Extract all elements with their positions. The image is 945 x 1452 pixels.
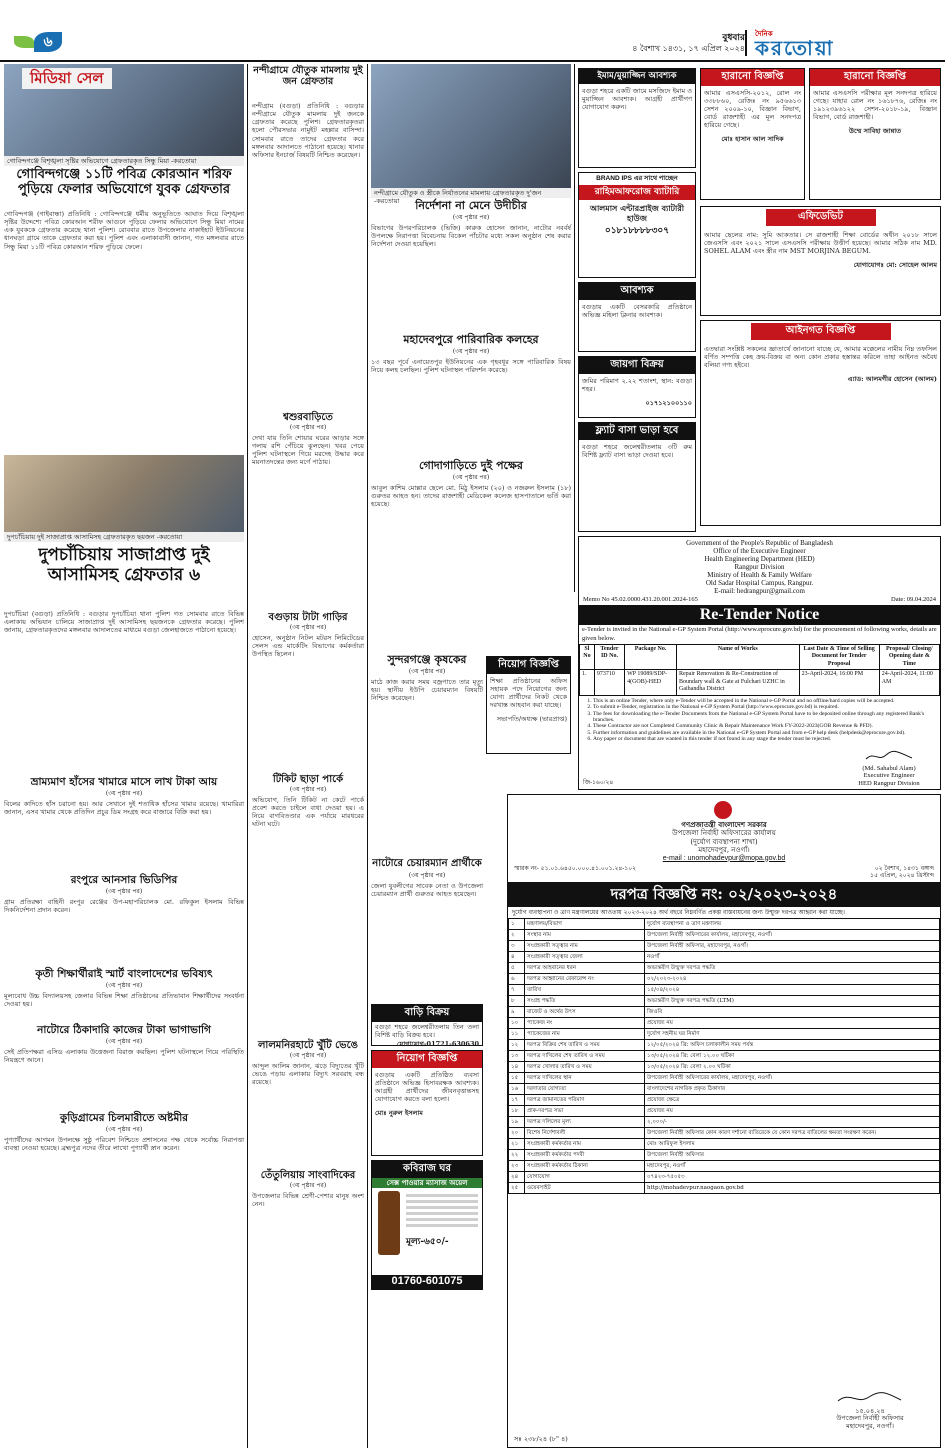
continued-label: (৩য় পৃষ্ঠার পর): [289, 624, 327, 631]
table-cell: 1.: [580, 670, 595, 696]
ad-tagline: BRAND IPS এর সাথে পাচ্ছেন: [596, 175, 678, 182]
ad-title: আইনগত বিজ্ঞপ্তি: [751, 323, 891, 340]
paper-tag: দৈনিক: [755, 29, 773, 38]
headline: রংপুরে আনসার ভিডিপির: [70, 874, 178, 886]
table-cell: ৫: [509, 963, 525, 974]
ad-price: মূল্য-৬৫০/-: [406, 1237, 449, 1247]
article-body: পুণ্যার্থীদের আগমন উপলক্ষে সুষ্ঠু পরিবেশ নিশ্চিতে প্রশাসনের পক্ষ থেকে সর্বোচ্চ নিরাপত্তা ব্যবস্থা নেওয়া হয়েছে। ব্রহ্মপুত্র নদের তীরে লাখো পুণ্যার্থী স্নান করেন।: [4, 1136, 244, 1153]
day-label: বুধবার: [722, 33, 745, 43]
job-ad: [371, 1050, 483, 1156]
continued-label: (৩য় পৃষ্ঠার পর): [289, 786, 327, 793]
imam-wanted-ad: [578, 68, 696, 168]
table-cell: উপজেলা নির্বাহী অফিসারের কার্যালয়, মহাদেবপুর, নওগাঁ।: [645, 930, 940, 941]
table-cell: সংগ্রহকারী কর্মকর্তার ঠিকানা: [525, 1161, 645, 1172]
article-body: দেখা যায় তিনি শোয়ার ঘরের আড়ার সঙ্গে গলায় রশি পেঁচিয়ে ঝুলছেন। খবর পেয়ে পুলিশ ঘটনাস্থলে গিয়ে মরদেহ উদ্ধার করে ময়নাতদন্তের জন্য মর্গে পাঠায়।: [252, 434, 364, 467]
gov-email: E-mail: hedrangpur@gmail.com: [714, 587, 805, 596]
signature-block: [810, 1391, 930, 1431]
note-item: 6. Any paper or document that are wanted in this tender if not found in any stage the tender must be rejected.: [593, 736, 936, 742]
headline: ভ্রাম্যমাণ হাঁসের খামারে মাসে লাখ টাকা আয়: [30, 776, 218, 788]
continued-label: (৩য় পৃষ্ঠার পর): [289, 1182, 327, 1189]
article-body: ১৩ বছর পূর্বে এনায়েতপুর ইউনিয়নের এক গৃহবধূর সঙ্গে পারিবারিক বিষয় নিয়ে কলহ চলছিল। পুলিশ ঘটনাস্থল পরিদর্শন করেছে।: [371, 358, 571, 375]
gov-line: Office of the Executive Engineer: [713, 547, 806, 556]
table-cell: দরদাতার যোগ্যতা: [525, 1084, 645, 1095]
government-header: [579, 537, 940, 595]
memo-line: [508, 863, 940, 882]
ad-shop: আলমাস এন্টারপ্রাইজ ব্যাটারী হাউজ: [589, 203, 685, 224]
article-body: বিলের কাদিতে হাঁস চরানো হয়। আর সেখানে দুই শতাধিক হাঁসের খামার রয়েছে। খামারিরা জানান, এসব খামার থেকে প্রতিদিন প্রচুর ডিম সংগ্রহ করে বাজারে বিক্রি করা হয়।: [4, 800, 244, 817]
signature-date: ১৫.০৪.২৪: [855, 1406, 885, 1415]
table-cell: উপজেলা নির্বাহী অফিসার: [645, 1150, 940, 1161]
memo-number: Memo No 45.02.0000.431.20.001.2024-165: [583, 596, 698, 604]
table-row: [509, 1128, 940, 1139]
gov-line: Government of the People's Republic of Bangladesh: [686, 539, 833, 547]
table-cell: সংগ্রহকারী সত্ত্বার জেলা: [525, 952, 645, 963]
article-body: সেই প্রতিপক্ষরা এসিড এলাকায় উত্তেজনা বিরাজ করছিল। পুলিশ ঘটনাস্থলে গিয়ে পরিস্থিতি নিয়ন্ত্রণে আনে।: [4, 1048, 244, 1065]
gov-line: Rangpur Division: [734, 563, 785, 572]
lost-notice-ad: [809, 68, 941, 200]
ad-body: আমার ছেলের নাম: সুমি আকতার। সে রাজশাহী শিক্ষা বোর্ডের অধীন ২০১৮ সালে জেএসসি এবং ২০২১ সালে এসএসসি পরীক্ষায় উত্তীর্ণ হয়েছে। আমার সঠিক নাম MD. SOHEL ALAM এবং স্ত্রীর নাম MST MORJINA BEGUM.: [704, 230, 937, 255]
article-body: জেলা যুবলীগের সাবেক নেতা ও উপজেলা চেয়ারম্যান প্রার্থী গুরুতর আহত হয়েছেন।: [371, 882, 483, 899]
media-cell-banner: মিডিয়া সেল: [22, 68, 112, 89]
ad-contact: মোঃ নুরুল ইসলাম: [375, 1109, 423, 1117]
table-cell: দুর্যোগ ব্যবস্থাপনা ও ত্রাণ মন্ত্রণালয়: [645, 919, 940, 930]
table-cell: দরপত্র দাখিলের স্থান: [525, 1073, 645, 1084]
table-cell: ২৪: [509, 1172, 525, 1183]
re-tender-notice: [578, 536, 941, 790]
article-body: অভিযোগ, তিনি টিকিট না কেটে পার্কে প্রবেশ করতে চাইলে বাধা দেওয়া হয়। এ নিয়ে বাগবিতণ্ডার এক পর্যায়ে মারধরের ঘটনা ঘটে।: [252, 796, 364, 829]
headline: নির্দেশনা না মেনে উদীচীর: [415, 199, 527, 212]
continued-label: (৩য় পৃষ্ঠার পর): [452, 214, 490, 221]
table-header-row: [580, 644, 940, 670]
gov-line: গণপ্রজাতন্ত্রী বাংলাদেশ সরকার: [681, 820, 767, 829]
table-cell: ৯: [509, 1007, 525, 1018]
table-cell: নওগাঁ: [645, 952, 940, 963]
table-cell: বাংলাদেশের নাগরিক প্রকৃত ঠিকাদার: [645, 1084, 940, 1095]
ad-signature: সভাপতি/অধ্যক্ষ (ভারপ্রাপ্ত): [496, 715, 567, 723]
table-cell: প্রযোজ্য নয়: [645, 1106, 940, 1117]
memo-date: ১৫ এপ্রিল, ২০২৪ খ্রিস্টাব্দ: [870, 872, 934, 880]
table-cell: বিশেষ নির্দেশাবলী: [525, 1128, 645, 1139]
table-row: [509, 941, 940, 952]
note-item: 3. The fees for downloading the e-Tender Documents from the National e-GP System Portal have to be deposited online through any registered Bank's branches.: [593, 711, 936, 724]
dateline: [545, 33, 745, 54]
table-cell: ২৫: [509, 1183, 525, 1194]
table-cell: দরপত্র জামানতের পরিমাণ: [525, 1095, 645, 1106]
continued-label: (৩য় পৃষ্ঠার পর): [105, 888, 143, 895]
arrest-photo: [4, 455, 244, 532]
table-cell: ২৩: [509, 1161, 525, 1172]
paper-name: করতোয়া: [755, 35, 835, 60]
photo-caption: গোবিন্দগঞ্জে বিশৃঙ্খলা সৃষ্টির অভিযোগে গ্রেফতারকৃত সিন্ধু মিয়া -করতোয়া: [4, 156, 244, 166]
column-divider: [367, 64, 368, 1448]
ad-signature: এ্যাড: আলমগীর হোসেন (আলম): [847, 374, 937, 383]
signer-title: উপজেলা নির্বাহী অফিসার: [836, 1414, 904, 1423]
ad-title: এফিডেভিট: [766, 209, 876, 226]
continued-label: (৩য় পৃষ্ঠার পর): [408, 872, 446, 879]
table-row: [509, 1150, 940, 1161]
gov-line: Ministry of Health & Family Welfare: [707, 571, 812, 580]
table-row: [509, 952, 940, 963]
signature-scribble-icon: [864, 750, 914, 762]
table-cell: ২: [509, 930, 525, 941]
government-seal-icon: [714, 801, 732, 819]
table-cell: ২০: [509, 1128, 525, 1139]
notes-list: [579, 696, 940, 743]
table-row: [509, 1018, 940, 1029]
signature-block: [844, 750, 934, 787]
table-cell: ১৮: [509, 1106, 525, 1117]
table-row: [580, 670, 940, 696]
table-cell: ১: [509, 919, 525, 930]
gov-line: উপজেলা নির্বাহী অফিসারের কার্যালয়: [672, 829, 776, 838]
table-row: [509, 974, 940, 985]
ad-reference: জি-১৬০/২৪: [583, 779, 614, 786]
table-cell: ২২: [509, 1150, 525, 1161]
column-divider: [574, 64, 575, 592]
table-cell: ২১: [509, 1139, 525, 1150]
headline: বগুড়ায় টাটা গাড়ির: [268, 612, 348, 623]
note-item: 1. This is an online Tender, where only e-Tender will be accepted in the National e-GP Portal and no offline/hard copies will be accepted.: [593, 698, 936, 704]
headline: সুন্দরগঞ্জে কৃষকের: [387, 653, 467, 666]
table-cell: ৭: [509, 985, 525, 996]
table-cell: মোঃ আরিফুল ইসলাম: [645, 1139, 940, 1150]
ad-body: বগুড়া শহরে জলেশ্বরীতলায় তিন তলা বিশিষ্ট বাড়ি বিক্রয় হবে।: [375, 1022, 479, 1039]
table-row: [509, 1073, 940, 1084]
table-cell: দরপত্র আহবানের ধরন: [525, 963, 645, 974]
gov-line: মহাদেবপুর, নওগাঁ।: [698, 846, 750, 855]
ad-body: আমার এসএসসি-২০১২, রোল নং ৩৩৮৮৬০, রেজিঃ নং ৯৫৬৬১৩ সেশন ২০০৯-১০, বিজ্ঞান বিভাগ, বোর্ড রাজশাহী এর মূল সনদপত্র হারিয়ে গেছে।: [704, 88, 801, 129]
oil-bottle-icon: [378, 1191, 400, 1255]
tender-table: [579, 644, 940, 696]
table-row: [509, 1106, 940, 1117]
table-cell: বাজেট ও অর্থের উৎস: [525, 1007, 645, 1018]
ad-body: বগুড়া শহরে জলেশ্বরীতলায় ৩টি রুম বিশিষ্ট ফ্ল্যাট বাসা ভাড়া দেওয়া হবে।: [582, 442, 692, 459]
table-cell: সংগ্রহকারী কর্মকর্তার পদবী: [525, 1150, 645, 1161]
continued-label: (৩য় পৃষ্ঠার পর): [105, 1038, 143, 1045]
article-body: [371, 1294, 483, 1446]
table-cell: Repair Renovation & Re-Construction of Boundary wall & Gate at Fulchari UZHC in Gaibandha District: [677, 670, 800, 696]
note-item: 5. Further information and guidelines are available in the National e-GP System Portal and from e-GP help desk (helpdesk@eprocure.gov.bd).: [593, 730, 936, 736]
ad-phone: ০১৭১২১০০১১০: [645, 398, 692, 407]
land-sale-ad: [578, 356, 696, 418]
ad-title: কবিরাজ ঘর: [372, 1161, 482, 1178]
headline: কুড়িগ্রামের চিলমারীতে অষ্টমীর: [59, 1112, 189, 1124]
table-cell: দরপত্র দাখিলের শেষ তারিখ ও সময়: [525, 1051, 645, 1062]
headline: নাটোরে ঠিকাদারি কাজের টাকা ভাগাভাগি: [37, 1024, 211, 1036]
table-cell: প্যাকেজ নং: [525, 1018, 645, 1029]
table-cell: ১৬: [509, 1084, 525, 1095]
table-cell: 23-April-2024, 16:00 PM: [799, 670, 879, 696]
table-cell: প্রাক-দরপত্র সভা: [525, 1106, 645, 1117]
table-row: [509, 985, 940, 996]
signer-title: Executive Engineer: [863, 772, 915, 780]
tender-notice: [507, 794, 941, 1448]
article-body: গোবিন্দগঞ্জ (গাইবান্ধা) প্রতিনিধি : গোবিন্দগঞ্জে ধর্মীয় অনুভূতিতে আঘাত দিয়ে বিশৃঙ্খলা সৃষ্টির উদ্দেশ্যে পবিত্র কোরআন শরীফ আগুনে পুড়িয়ে ফেলার অভিযোগে সিন্ধু মিয়া নামের এক যুবককে গ্রেফতার করেছে থানা পুলিশ। রোববার রাতে উপজেলার নাকাইহাট ইউনিয়নের ধানঘড়া গ্রামে তাকে গ্রেফতার করা হয়। পুলিশ এবং এলাকাবাসী জানান, গত মঙ্গলবার রাতে সিন্ধু মিয়া ১১টি পবিত্র কোরআন শরিফ পুড়িয়ে ফেলে।: [4, 210, 244, 251]
table-cell: মহাদেবপুর, নওগাঁ: [645, 1161, 940, 1172]
notice-intro: e-Tender is invited in the National e-GP System Portal (http://www.eprocure.gov.bd) for the procurement of following works, details are given below.: [582, 626, 937, 642]
ad-title: জায়গা বিক্রয়: [579, 357, 695, 374]
table-cell: ১৫: [509, 1073, 525, 1084]
note-item: 2. To submit e-Tender, registration in the National e-GP System Portal (http://www.eprocure.gov.bd) is required.: [593, 704, 936, 710]
table-cell: উপজেলা নির্বাহী অফিসারের কার্যালয়, মহাদেবপুর, নওগাঁ।: [645, 1073, 940, 1084]
signer-title: মহাদেবপুর, নওগাঁ।: [846, 1422, 894, 1431]
ad-title: আবশ্যক: [579, 283, 695, 300]
ad-title: নিয়োগ বিজ্ঞপ্তি: [372, 1051, 482, 1068]
paper-logo: [745, 29, 935, 60]
table-row: [509, 963, 940, 974]
continued-label: (৩য় পৃষ্ঠার পর): [408, 668, 446, 675]
continued-label: (৩য় পৃষ্ঠার পর): [452, 474, 490, 481]
note-item: 4. These Contractor are not Completed Community Clinic & Repair Maintenance Work FY-2022-2023(GOB Revenue & PFD).: [593, 723, 936, 729]
ad-title: হারানো বিজ্ঞপ্তি: [701, 69, 804, 86]
article-body: আবুল কাশিম মোল্লার ছেলে মো. মিঠু ইসলাম (২০) ও নজরুল ইসলাম (১৮) গুরুতর আহত হন। তাদের রাজশাহী মেডিকেল কলেজ হাসপাতালে ভর্তি করা হয়েছে।: [371, 484, 571, 509]
signature-scribble-icon: [835, 1391, 905, 1405]
table-row: [509, 1084, 940, 1095]
table-cell: তারিখ: [525, 985, 645, 996]
notice-intro: দুর্যোগ ব্যবস্থাপনা ও ত্রাণ মন্ত্রণালয়ের আওতায় ২০২৩-২০২৪ অর্থ বছরে নিম্নবর্ণিত প্রকল্প বাস্তবায়নের জন্য উন্মুক্ত দরপত্র আহ্বান করা যাচ্ছে।: [512, 908, 845, 916]
table-row: [509, 930, 940, 941]
kobiraj-ad: [371, 1160, 483, 1290]
table-cell: ০২/২০২৩-২০২৪: [645, 974, 940, 985]
table-cell: ৮: [509, 996, 525, 1007]
continued-label: (৩য় পৃষ্ঠার পর): [105, 982, 143, 989]
article-body: মাঠে কাজ করার সময় বজ্রপাতে তার মৃত্যু হয়। স্থানীয় ইউপি চেয়ারম্যান বিষয়টি নিশ্চিত করেছেন।: [371, 678, 483, 703]
table-cell: ১৯: [509, 1117, 525, 1128]
headline: গোবিন্দগঞ্জে ১১টি পবিত্র কোরআন শরিফ পুড়িয়ে ফেলার অভিযোগে যুবক গ্রেফতার: [16, 167, 232, 197]
ad-body: বগুড়ায় একটি প্রতিষ্ঠিত ব্যবসা প্রতিষ্ঠানে অভিজ্ঞ হিসাবরক্ষক আবশ্যক। আগ্রহী প্রার্থীদের জীবনবৃত্তান্তসহ যোগাযোগ করতে বলা হলো।: [375, 1070, 479, 1103]
table-row: [509, 1040, 940, 1051]
table-cell: প্রযোজ্য ক্ষেত্রে: [645, 1095, 940, 1106]
article-body: গ্রাম প্রতিরক্ষা বাহিনী রংপুর রেঞ্জের উপ-মহাপরিচালক মো. রফিকুল ইসলাম বিভিন্ন দিকনির্দেশনা প্রদান করেন।: [4, 898, 244, 915]
arrest-photo: [371, 64, 571, 188]
table-cell: অভ্যন্তরীণ উন্মুক্ত দরপত্র পদ্ধতি: [645, 963, 940, 974]
table-cell: ১৪: [509, 1062, 525, 1073]
column-header: Tender ID No.: [594, 644, 624, 670]
ad-phone: 01760-601075: [372, 1275, 482, 1289]
continued-label: (৩য় পৃষ্ঠার পর): [105, 790, 143, 797]
table-cell: ৬: [509, 974, 525, 985]
continued-label: (৩য় পৃষ্ঠার পর): [289, 424, 327, 431]
memo-date: ০২ বৈশাখ, ১৪৩১ বঙ্গাব্দ: [874, 864, 934, 872]
table-cell: সংস্থার নাম: [525, 930, 645, 941]
column-header: Package No.: [625, 644, 677, 670]
affidavit-ad: [700, 206, 941, 316]
table-cell: দরপত্র বিক্রির শেষ তারিখ ও সময়: [525, 1040, 645, 1051]
table-cell: জিওবি: [645, 1007, 940, 1018]
table-row: [509, 1161, 940, 1172]
memo-date: Date: 09.04.2024: [891, 596, 936, 604]
ad-body: শিক্ষা প্রতিষ্ঠানের অফিস সহায়ক পদে নিয়োগের জন্য যোগ্য প্রার্থীদের নিকট থেকে দরখাস্ত আহবান করা যাচ্ছে।: [490, 676, 567, 709]
ad-title: রাহিমআফরোজ ব্যাটারি: [579, 185, 695, 200]
table-cell: WP 19089/SDP-4(GOB)-HED: [625, 670, 677, 696]
table-row: [509, 1029, 940, 1040]
article-body: আব্দুল আলিম জানান, ঝড়ে বিদ্যুতের খুঁটি ভেঙে পড়ায় এলাকায় বিদ্যুৎ সরবরাহ বন্ধ রয়েছে।: [252, 1062, 364, 1087]
column-header: Last Date & Time of Selling Document for Tender Proposal: [799, 644, 879, 670]
lost-notice-ad: [700, 68, 805, 200]
photo-caption: দুপচাঁচিয়ায় দুই সাজাপ্রাপ্ত আসামিসহ গ্রেফতারকৃত ছয়জন -করতোয়া: [4, 532, 244, 542]
table-cell: সংগ্রহকারী কর্মকর্তার নাম: [525, 1139, 645, 1150]
leaf-icon: [14, 36, 34, 48]
notice-title: Re-Tender Notice: [579, 605, 940, 625]
ad-body: বগুড়া শহরে একটি জামে মসজিদে ইমাম ও মুয়াজ্জিন আবশ্যক। আগ্রহী প্রার্থীগণ যোগাযোগ করুন।: [582, 86, 692, 111]
ad-phone: ০১৮১৮৮৮৮৩০৭: [604, 226, 670, 237]
table-cell: প্যাকেজের নাম: [525, 1029, 645, 1040]
table-row: [509, 996, 940, 1007]
table-cell: ওয়েবসাইট: [525, 1183, 645, 1194]
table-cell: উপজেলা নির্বাহী অফিসার কোন কারণ দর্শানো ব্যতিরেকে যে কোন দরপত্র বাতিলের ক্ষমতা সংরক্ষণ করেন।: [645, 1128, 940, 1139]
table-cell: ২,০০০/-: [645, 1117, 940, 1128]
column-header: Name of Works: [677, 644, 800, 670]
table-cell: ০৭৪২৩-৭৫০৫৩: [645, 1172, 940, 1183]
ad-title: নিয়োগ বিজ্ঞপ্তি: [487, 657, 570, 674]
ad-title: বাড়ি বিক্রয়: [372, 1005, 482, 1022]
notice-title: দরপত্র বিজ্ঞপ্তি নং: ০২/২০২৩-২০২৪: [508, 882, 940, 907]
ad-body: আমার এসএসসি পরীক্ষার মূল সনদপত্র হারিয়ে গেছে। যাহার রোল নং ১৬১৮৭৬, রেজিঃ নং ১৯১২৩৯৬১২২ সেশন-২০১৮-১৯, বিজ্ঞান বিভাগ, বোর্ড রাজশাহী।: [813, 88, 937, 121]
ad-body: এতদ্বারা সংশ্লিষ্ট সকলের জ্ঞাতার্থে জানানো যাচ্ছে যে, আমার মক্কেলের নামীয় নিম্ন তফসিল বর্ণিত সম্পত্তি কেহ ক্রয়-বিক্রয় বা অন্য কোন প্রকার হস্তান্তর করিলে তাহা আইনত অবৈধ বলিয়া গণ্য হইবে।: [704, 344, 937, 369]
gov-line: Old Sadar Hospital Campus, Rangpur.: [705, 579, 814, 588]
table-cell: ১৩: [509, 1051, 525, 1062]
table-cell: যোগাযোগ: [525, 1172, 645, 1183]
table-cell: ১২/০৫/২০২৪ খ্রি: অফিস চলাকালীন সময় পর্যন্ত: [645, 1040, 940, 1051]
table-cell: সংগ্রহকারী সত্ত্বার নাম: [525, 941, 645, 952]
headline: কৃতী শিক্ষার্থীরাই স্মার্ট বাংলাদেশের ভবিষ্যৎ: [35, 968, 213, 980]
continued-label: (৩য় পৃষ্ঠার পর): [289, 1052, 327, 1059]
column-header: Proposal/ Closing/ Opening date & Time: [879, 644, 939, 670]
continued-label: (৩য় পৃষ্ঠার পর): [452, 348, 490, 355]
table-row: [509, 1051, 940, 1062]
headline: শ্বশুরবাড়িতে: [283, 412, 333, 423]
table-row: [509, 1095, 940, 1106]
table-cell: দরপত্র আহ্বানের রেফারেন্স নং: [525, 974, 645, 985]
headline: নন্দীগ্রামে যৌতুক মামলায় দুই জন গ্রেফতার: [253, 65, 363, 87]
table-cell: ১০: [509, 1018, 525, 1029]
tender-table: [508, 918, 940, 1194]
table-cell: দুর্যোগ সহনীয় ঘর নির্মাণ: [645, 1029, 940, 1040]
ad-title: ফ্ল্যাট বাসা ভাড়া হবে: [579, 423, 695, 440]
table-row: [509, 1062, 940, 1073]
ad-title: হারানো বিজ্ঞপ্তি: [810, 69, 940, 86]
table-cell: ১৩/০৫/২০২৪ খ্রি: বেলা ১২.০০ ঘটিকা: [645, 1051, 940, 1062]
ad-body: জমির পরিমাণ ২.২২ শতাংশ, স্থান: বগুড়া শহর।: [582, 376, 692, 393]
headline: গোদাগাড়িতে দুই পক্ষের: [419, 459, 523, 472]
table-row: [509, 919, 940, 930]
table-row: [509, 1007, 940, 1018]
table-cell: ৩: [509, 941, 525, 952]
media-cell-photo: [4, 64, 244, 156]
table-row: [509, 1183, 940, 1194]
ad-signature: যোগাযোগঃ মো: সোহেল আলম: [853, 260, 937, 269]
article-body: মূল্যবোধ উচ্চ বিদ্যালয়সহ জেলার বিভিন্ন শিক্ষা প্রতিষ্ঠানের প্রতিভাবান শিক্ষার্থীদের সংবর্ধনা দেওয়া হয়।: [4, 992, 244, 1009]
ad-body: বগুড়ায় একটি বেসরকারি প্রতিষ্ঠানে অভিজ্ঞ মহিলা ক্লিনার আবশ্যক।: [582, 302, 692, 319]
column-header: Sl No: [580, 644, 595, 670]
table-cell: ৪: [509, 952, 525, 963]
ad-tagline: সেক্স পাওয়ার ম্যাসাজ অয়েল: [372, 1178, 482, 1189]
signer-title: HED Rangpur Division: [858, 779, 920, 787]
page-number: ৬: [34, 32, 62, 52]
column-divider: [247, 64, 248, 1448]
article-body: হোসেন, অনুষ্ঠান নিটল মটরস লিমিটেডের সেলস এন্ড মার্কেটিং বিভাগের কর্মকর্তারা উপস্থিত ছিলেন।: [252, 634, 364, 659]
masthead: [0, 0, 945, 62]
table-cell: ১২: [509, 1040, 525, 1051]
article-body: দুপচাঁচিয়া (বগুড়া) প্রতিনিধি : বগুড়ার দুপচাঁচিয়া থানা পুলিশ গত সোমবার রাতে বিভিন্ন এলাকায় অভিযান চালিয়ে সাজাপ্রাপ্ত দুই আসামিসহ ছয়জনকে গ্রেফতার করেছে। পুলিশ জানায়, গ্রেফতারকৃতদের মঙ্গলবার আদালতের মাধ্যমে বগুড়া জেলহাজতে পাঠানো হয়েছে।: [4, 610, 244, 635]
memo-number: স্মারক নং- ৫১.০১.৬৪৫০.০০০.৪১.০০১.২৪-১০২: [514, 864, 636, 872]
article-body: নন্দীগ্রাম (বগুড়া) প্রতিনিধি : বগুড়ার নন্দীগ্রামে যৌতুক মামলায় দুই জনকে গ্রেফতার করেছে পুলিশ। গ্রেফতারকৃতরা হলো পৌরসভার নামুইট মহল্লার বাসিন্দা। সোমবার রাতে তাদের গ্রেফতার করে মঙ্গলবার আদালতে পাঠানো হয়েছে। থানার অফিসার ইনচার্জ বিষয়টি নিশ্চিত করেছেন।: [252, 102, 364, 159]
memo-dates: [870, 865, 934, 880]
wanted-ad: [578, 282, 696, 352]
table-row: [509, 1139, 940, 1150]
table-cell: সংগ্রহ পদ্ধতি: [525, 996, 645, 1007]
table-cell: দরপত্র খোলার তারিখ ও সময়: [525, 1062, 645, 1073]
ad-title: ইমাম/মুয়াজ্জিন আবশ্যক: [579, 69, 695, 84]
gov-line: (দুর্যোগ ব্যবস্থাপনা শাখা): [690, 837, 758, 846]
table-cell: 973710: [594, 670, 624, 696]
table-cell: উপজেলা নির্বাহী অফিসার, মহাদেবপুর, নওগাঁ।: [645, 941, 940, 952]
article-body: উপজেলার বিভিন্ন শ্রেণী-পেশার মানুষ অংশ নেন।: [252, 1192, 364, 1209]
table-cell: 24-April-2024, 11:00 AM: [879, 670, 939, 696]
date-label: ৪ বৈশাখ ১৪৩১, ১৭ এপ্রিল ২০২৪: [632, 44, 745, 54]
signer-name: (Md. Sahabul Alam): [862, 764, 916, 772]
table-cell: ১৭: [509, 1095, 525, 1106]
ad-signature: উম্মে সাবিহা জান্নাত: [848, 127, 902, 135]
memo-line: [579, 595, 940, 605]
flat-rent-ad: [578, 422, 696, 532]
table-cell: প্রযোজ্য নয়: [645, 1018, 940, 1029]
table-cell: ১৫/০৪/২০২৪: [645, 985, 940, 996]
legal-notice-ad: [700, 320, 941, 526]
house-sale-ad: [371, 1004, 483, 1046]
headline: তেঁতুলিয়ায় সাংবাদিকের: [260, 1170, 356, 1181]
headline: দুপচাঁচিয়ায় সাজাপ্রাপ্ত দুই আসামিসহ গ্রেফতার ৬: [38, 545, 210, 585]
table-cell: http://mohadevpur.naogaon.gov.bd: [645, 1183, 940, 1194]
battery-ad: [578, 172, 696, 278]
headline: নাটোরে চেয়ারম্যান প্রার্থীকে: [372, 858, 482, 869]
headline: টিকিট ছাড়া পার্কে: [272, 774, 344, 785]
ad-signature: মোঃ হাসান আল সাদিক: [721, 135, 784, 144]
ad-phone: যোগাযোগ-01721-630630: [396, 1039, 479, 1048]
photo-caption: নন্দীগ্রামে যৌতুক ও স্ত্রীকে নির্যাতনের মামলায় গ্রেফতারকৃত দু'জন -করতোয়া: [371, 188, 571, 198]
table-cell: ১৩/০৫/২০২৪ খ্রি: বেলা ২.০০ ঘটিকা: [645, 1062, 940, 1073]
table-cell: ১১: [509, 1029, 525, 1040]
table-row: [509, 1172, 940, 1183]
table-cell: দরপত্র দলিলের মূল্য: [525, 1117, 645, 1128]
headline: লালমনিরহাটে খুঁটি ভেঙে: [257, 1040, 358, 1051]
gov-line: Health Engineering Department (HED): [704, 555, 815, 564]
ad-reference: সঃ ২৩৮/২৪ (৮" ৪): [514, 1434, 568, 1443]
article-body: বিভাগের উপরপরিচালক (ভিজি) কারুক হোসেন জানান, নাটোর নবর্বর্ষ উপলক্ষে নিরাপত্তা বিবেচনায় বিকেল পাঁচটার মধ্যে সকল অনুষ্ঠান শেষ করার নির্দেশনা দেওয়া হয়েছিল।: [371, 224, 571, 249]
gov-email: e-mail : unomohadevpur@mopa.gov.bd: [662, 854, 786, 862]
continued-label: (৩য় পৃষ্ঠার পর): [105, 1126, 143, 1133]
headline: মহাদেবপুরে পারিবারিক কলহের: [403, 333, 539, 346]
job-ad: [486, 656, 571, 754]
table-cell: মন্ত্রণালয়/বিভাগ: [525, 919, 645, 930]
table-cell: অভ্যন্তরীণ উন্মুক্ত দরপত্র পদ্ধতি (LTM): [645, 996, 940, 1007]
table-row: [509, 1117, 940, 1128]
